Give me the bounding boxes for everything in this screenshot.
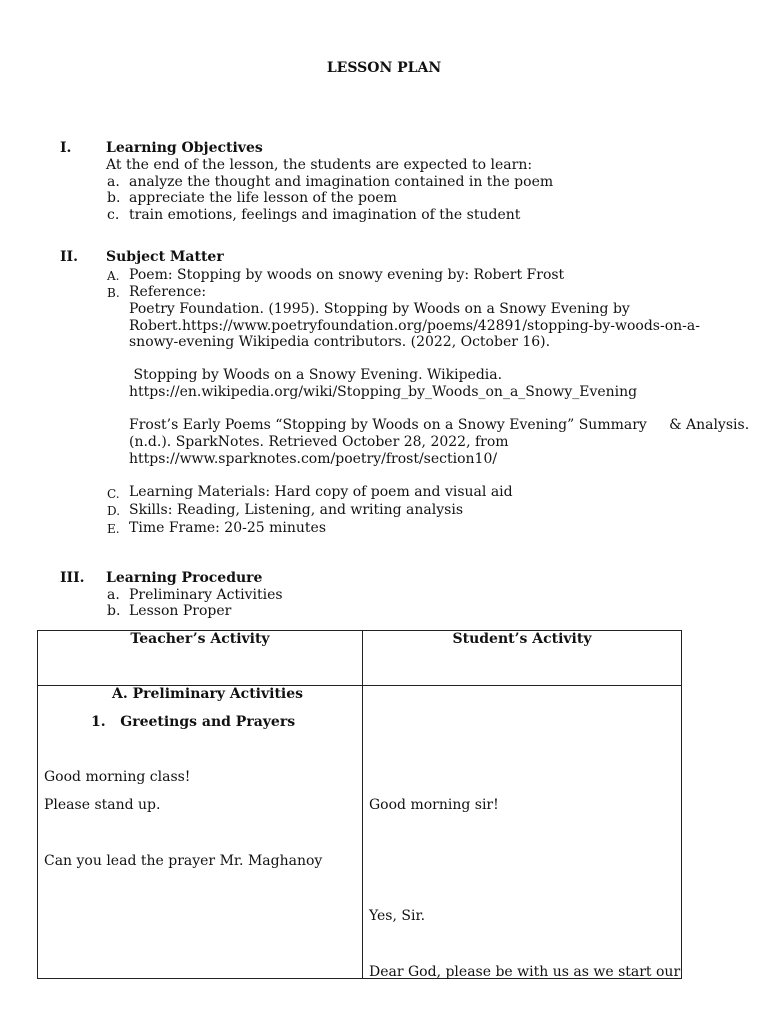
section-subject-heading: Subject Matter xyxy=(106,249,224,265)
preliminary-activities-heading: A. Preliminary Activities xyxy=(112,686,304,702)
reference-line: Poetry Foundation. (1995). Stopping by Woods on a Snowy Evening by xyxy=(129,301,630,317)
reference-line: (n.d.). SparkNotes. Retrieved October 28, 2022, from xyxy=(129,434,509,450)
student-activity-header: Student’s Activity xyxy=(452,631,592,647)
table-header-row xyxy=(38,631,682,686)
subject-marker: E. xyxy=(107,522,120,536)
subject-marker: B. xyxy=(107,286,120,300)
teacher-activity-header: Teacher’s Activity xyxy=(130,631,270,647)
reference-line: https://en.wikipedia.org/wiki/Stopping_by_Woods_on_a_Snowy_Evening xyxy=(129,384,638,400)
objective-item: analyze the thought and imagination contained in the poem xyxy=(129,174,554,190)
subject-reference-label: Reference: xyxy=(129,284,207,300)
teacher-line: Good morning class! xyxy=(44,769,191,785)
section-procedure-heading: Learning Procedure xyxy=(106,570,263,586)
greetings-prayers-heading: 1. Greetings and Prayers xyxy=(91,714,296,730)
activity-table xyxy=(37,630,682,979)
subject-marker: C. xyxy=(107,487,120,501)
procedure-item: Preliminary Activities xyxy=(129,587,283,603)
procedure-marker: a. xyxy=(107,587,120,603)
student-activity-cell xyxy=(363,686,682,979)
objective-marker: b. xyxy=(107,190,121,206)
reference-line: Robert.https://www.poetryfoundation.org/poems/42891/stopping-by-woods-on-a- xyxy=(129,318,700,334)
section-procedure-number: III. xyxy=(60,570,85,586)
subject-item: Time Frame: 20-25 minutes xyxy=(129,520,326,536)
section-objectives-number: I. xyxy=(60,140,72,156)
subject-item: Learning Materials: Hard copy of poem and visual aid xyxy=(129,484,513,500)
procedure-item: Lesson Proper xyxy=(129,603,232,619)
subject-marker: A. xyxy=(107,269,120,283)
section-objectives-heading: Learning Objectives xyxy=(106,140,263,156)
teacher-line: Please stand up. xyxy=(44,797,161,813)
procedure-marker: b. xyxy=(107,603,121,619)
subject-poem: Poem: Stopping by woods on snowy evening by: Robert Frost xyxy=(129,267,565,283)
subject-item: Skills: Reading, Listening, and writing analysis xyxy=(129,502,463,518)
student-header-cell xyxy=(363,631,682,686)
objectives-intro: At the end of the lesson, the students are expected to learn: xyxy=(106,157,533,173)
teacher-line: Can you lead the prayer Mr. Maghanoy xyxy=(44,853,323,869)
reference-line: snowy-evening Wikipedia contributors. (2022, October 16). xyxy=(129,334,551,350)
objective-marker: a. xyxy=(107,174,120,190)
objective-item: train emotions, feelings and imagination of the student xyxy=(129,207,521,223)
reference-line: Stopping by Woods on a Snowy Evening. Wikipedia. xyxy=(129,367,503,383)
objective-marker: c. xyxy=(107,207,120,223)
student-line: Dear God, please be with us as we start our xyxy=(369,964,681,980)
page-title: LESSON PLAN xyxy=(326,60,442,76)
reference-line: Frost’s Early Poems “Stopping by Woods on a Snowy Evening” Summary & Analysis. xyxy=(129,417,750,433)
teacher-header-cell xyxy=(38,631,363,686)
student-line: Good morning sir! xyxy=(369,797,499,813)
teacher-activity-cell xyxy=(38,686,363,979)
subject-marker: D. xyxy=(107,504,121,518)
table-row xyxy=(38,686,682,979)
student-line: Yes, Sir. xyxy=(369,908,426,924)
objective-item: appreciate the life lesson of the poem xyxy=(129,190,397,206)
reference-line: https://www.sparknotes.com/poetry/frost/section10/ xyxy=(129,451,498,467)
section-subject-number: II. xyxy=(60,249,78,265)
